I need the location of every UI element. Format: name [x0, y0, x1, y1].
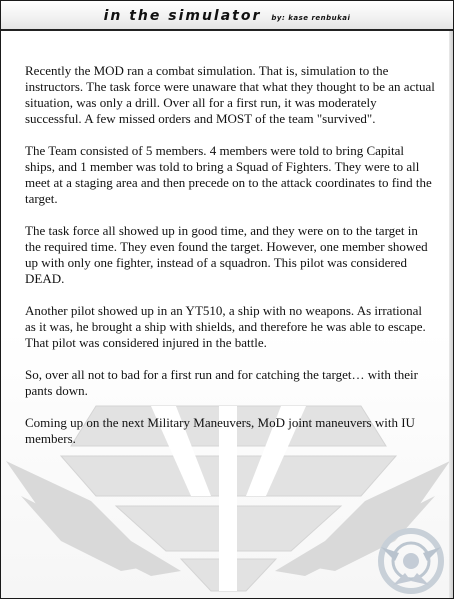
paragraph-3: The task force all showed up in good time, and they were on to the target in the required time. They even found the target. However, one member showed up with only one fighter, instead of a squadron. This pilot was considered DEAD. — [25, 223, 428, 286]
right-edge-stripe — [449, 31, 453, 598]
article-title: in the simulator — [103, 8, 262, 24]
article-byline: by: kase renbukai — [271, 14, 351, 22]
paragraph-2: The Team consisted of 5 members. 4 members were told to bring Capital ships, and 1 member was told to bring a Squad of Fighters. They were to all meet at a staging area and then precede on to the attack coordinates to find the target. — [25, 143, 432, 206]
article-body — [25, 63, 435, 463]
paragraph-5: So, over all not to bad for a first run and for catching the target… with their pants down. — [25, 367, 418, 398]
circular-insignia-icon — [373, 523, 449, 595]
paragraph-1: Recently the MOD ran a combat simulation. That is, simulation to the instructors. The task force were unaware that what they thought to be an actual situation, was only a drill. Over all for a first run, it was moderately successful. A few missed orders and MOST of the team "survived". — [25, 63, 435, 126]
paragraph-6: Coming up on the next Military Maneuvers, MoD joint maneuvers with IU members. — [25, 415, 415, 446]
paragraph-4: Another pilot showed up in an YT510, a ship with no weapons. As irrational as it was, he brought a ship with shields, and therefore he was able to escape. That pilot was considered injured in the battle. — [25, 303, 426, 350]
header-bar — [1, 1, 453, 31]
title-block — [1, 7, 453, 25]
